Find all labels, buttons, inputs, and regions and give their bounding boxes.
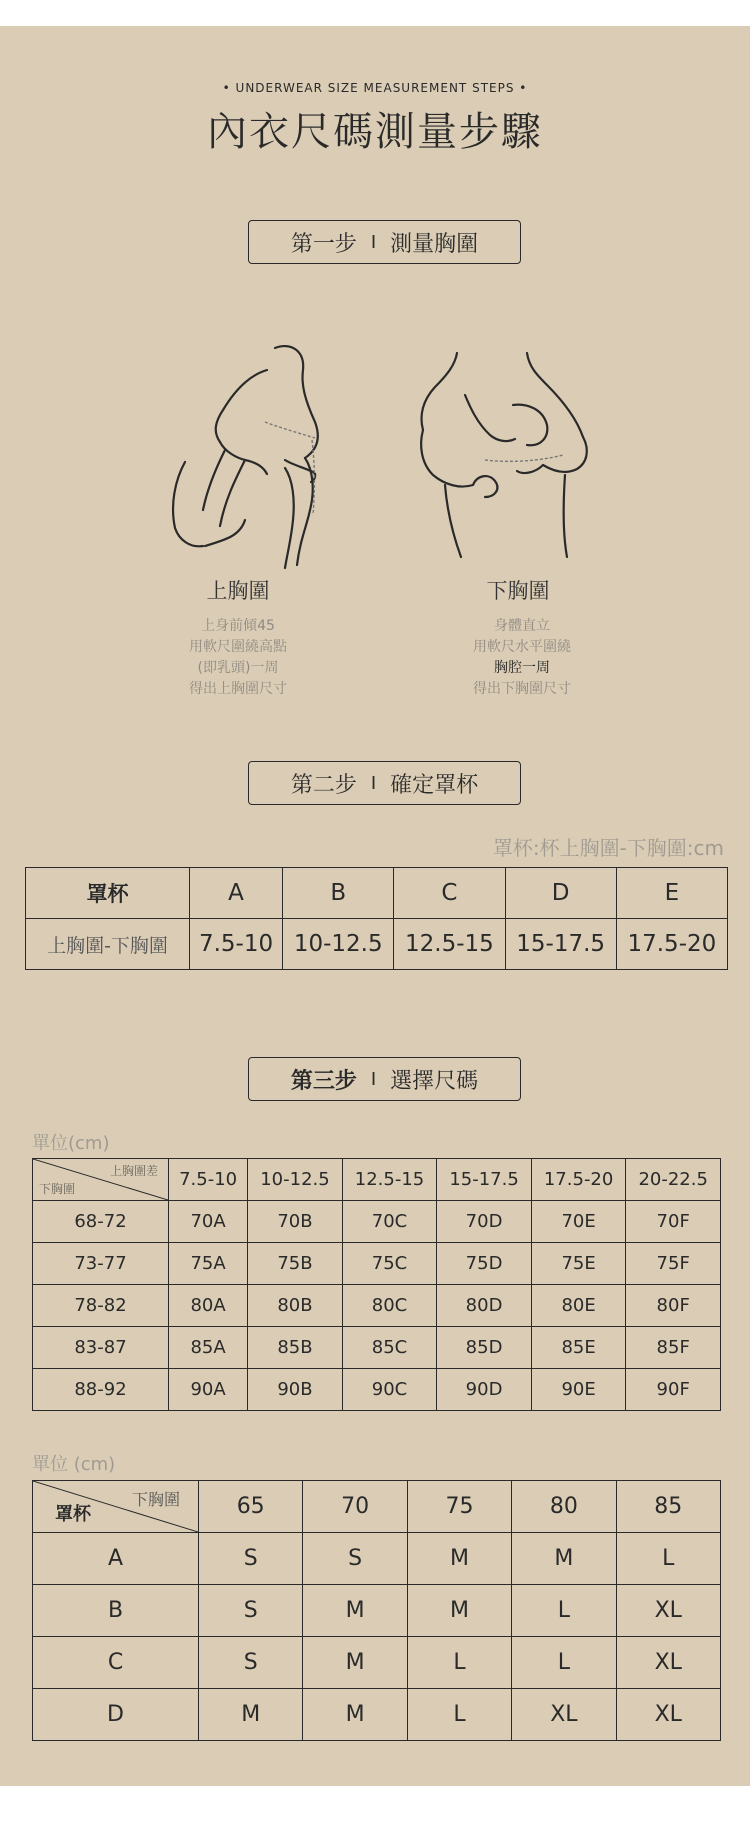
upper-bust-label: 上胸圍 — [206, 579, 270, 603]
table-cell: XL — [616, 1585, 720, 1637]
size-corner-top: 上胸圍差 — [109, 1164, 158, 1178]
cup-header-c: C — [394, 868, 505, 919]
cup-range-b: 10-12.5 — [283, 919, 394, 970]
letter-table-corner — [33, 1481, 199, 1533]
row-label: 78-82 — [33, 1285, 169, 1327]
table-cell: M — [303, 1689, 407, 1741]
table-cell: S — [199, 1533, 303, 1585]
table-row — [33, 1243, 721, 1285]
table-cell: L — [407, 1689, 511, 1741]
size-table-header-row — [33, 1159, 721, 1201]
letter-col-2: 70 — [303, 1481, 407, 1533]
under-bust-line-2: 用軟尺水平圍繞 — [473, 639, 571, 655]
table-row — [33, 1689, 721, 1741]
cup-range-a: 7.5-10 — [190, 919, 283, 970]
letter-table-header-row — [33, 1481, 721, 1533]
row-label: 68-72 — [33, 1201, 169, 1243]
table-cell: 80F — [626, 1285, 721, 1327]
table-cell: M — [407, 1533, 511, 1585]
table-row — [33, 1285, 721, 1327]
row-label: C — [33, 1637, 199, 1689]
upper-bust-line-3: (即乳頭)一周 — [197, 660, 279, 676]
upper-bust-illustration — [165, 340, 330, 570]
table-cell: L — [407, 1637, 511, 1689]
table-cell: S — [199, 1637, 303, 1689]
upper-bust-line-2: 用軟尺圍繞高點 — [189, 639, 287, 655]
table-cell: M — [512, 1533, 616, 1585]
table-cell: 70E — [531, 1201, 626, 1243]
size-table — [32, 1158, 721, 1411]
upper-bust-description — [128, 616, 348, 700]
size-col-3: 12.5-15 — [342, 1159, 437, 1201]
table-cell: 90D — [437, 1369, 532, 1411]
table-cell: 70C — [342, 1201, 437, 1243]
table-cell: 85A — [169, 1327, 248, 1369]
letter-col-3: 75 — [407, 1481, 511, 1533]
row-label: A — [33, 1533, 199, 1585]
under-bust-description — [412, 616, 632, 700]
step3-text: 選擇尺碼 — [390, 1068, 479, 1094]
letter-col-1: 65 — [199, 1481, 303, 1533]
size-table-corner — [33, 1159, 169, 1201]
unit-label-1: 單位(cm) — [32, 1133, 110, 1154]
size-col-1: 7.5-10 — [169, 1159, 248, 1201]
table-cell: 85D — [437, 1327, 532, 1369]
table-cell: 75D — [437, 1243, 532, 1285]
step1-separator: I — [370, 231, 377, 253]
size-col-5: 17.5-20 — [531, 1159, 626, 1201]
cup-table-range-row — [26, 919, 728, 970]
table-cell: 90C — [342, 1369, 437, 1411]
under-bust-line-1: 身體直立 — [494, 618, 550, 634]
cup-header-b: B — [283, 868, 394, 919]
table-cell: 75F — [626, 1243, 721, 1285]
size-col-6: 20-22.5 — [626, 1159, 721, 1201]
table-cell: 85F — [626, 1327, 721, 1369]
table-cell: 70D — [437, 1201, 532, 1243]
cup-header-a: A — [190, 868, 283, 919]
table-cell: 70A — [169, 1201, 248, 1243]
table-row — [33, 1369, 721, 1411]
table-cell: M — [303, 1585, 407, 1637]
table-row — [33, 1585, 721, 1637]
table-cell: XL — [616, 1637, 720, 1689]
step1-box — [248, 220, 521, 264]
table-cell: S — [303, 1533, 407, 1585]
cup-table — [25, 867, 728, 970]
table-cell: 75A — [169, 1243, 248, 1285]
table-row — [33, 1327, 721, 1369]
table-cell: M — [407, 1585, 511, 1637]
step1-label: 第一步 — [290, 231, 357, 257]
cup-range-label: 上胸圍-下胸圍 — [26, 919, 190, 970]
under-bust-illustration — [415, 345, 605, 560]
table-cell: S — [199, 1585, 303, 1637]
size-corner-bottom: 下胸圍 — [39, 1182, 76, 1196]
cup-range-d: 15-17.5 — [505, 919, 616, 970]
cup-range-e: 17.5-20 — [616, 919, 727, 970]
table-cell: 90E — [531, 1369, 626, 1411]
table-cell: 85B — [248, 1327, 343, 1369]
step3-box — [248, 1057, 521, 1101]
table-cell: 80A — [169, 1285, 248, 1327]
step1-text: 測量胸圍 — [390, 231, 479, 257]
table-cell: 70F — [626, 1201, 721, 1243]
table-cell: 80C — [342, 1285, 437, 1327]
table-row — [33, 1533, 721, 1585]
under-bust-label: 下胸圍 — [486, 579, 550, 603]
table-cell: 75E — [531, 1243, 626, 1285]
row-label: 88-92 — [33, 1369, 169, 1411]
upper-bust-line-4: 得出上胸圍尺寸 — [189, 681, 287, 697]
table-cell: 90A — [169, 1369, 248, 1411]
row-label: D — [33, 1689, 199, 1741]
table-cell: 75C — [342, 1243, 437, 1285]
size-col-4: 15-17.5 — [437, 1159, 532, 1201]
letter-size-table — [32, 1480, 721, 1741]
table-cell: XL — [616, 1689, 720, 1741]
letter-col-5: 85 — [616, 1481, 720, 1533]
step2-label: 第二步 — [290, 772, 357, 798]
page-title: 內衣尺碼測量步驟 — [207, 109, 543, 155]
table-cell: 80D — [437, 1285, 532, 1327]
under-bust-line-4: 得出下胸圍尺寸 — [473, 681, 571, 697]
table-cell: M — [303, 1637, 407, 1689]
row-label: 83-87 — [33, 1327, 169, 1369]
letter-corner-bottom: 罩杯 — [55, 1504, 91, 1525]
step2-box — [248, 761, 521, 805]
table-row — [33, 1637, 721, 1689]
table-cell: 70B — [248, 1201, 343, 1243]
step2-text: 確定罩杯 — [390, 772, 479, 798]
table-cell: XL — [512, 1689, 616, 1741]
header-subtitle: • UNDERWEAR SIZE MEASUREMENT STEPS • — [222, 81, 528, 95]
letter-col-4: 80 — [512, 1481, 616, 1533]
table-cell: L — [616, 1533, 720, 1585]
cup-formula: 罩杯:杯上胸圍-下胸圍:cm — [492, 836, 724, 860]
table-cell: 90F — [626, 1369, 721, 1411]
step2-separator: I — [370, 772, 377, 794]
table-cell: M — [199, 1689, 303, 1741]
step3-separator: I — [370, 1068, 377, 1090]
cup-header-label: 罩杯 — [26, 868, 190, 919]
cup-table-header-row — [26, 868, 728, 919]
table-cell: 75B — [248, 1243, 343, 1285]
size-col-2: 10-12.5 — [248, 1159, 343, 1201]
table-cell: L — [512, 1637, 616, 1689]
upper-bust-line-1: 上身前傾45 — [201, 618, 275, 634]
table-cell: 85E — [531, 1327, 626, 1369]
step3-label: 第三步 — [290, 1068, 357, 1094]
unit-label-2: 單位 (cm) — [32, 1454, 116, 1475]
cup-header-e: E — [616, 868, 727, 919]
table-cell: 90B — [248, 1369, 343, 1411]
table-cell: L — [512, 1585, 616, 1637]
table-cell: 80E — [531, 1285, 626, 1327]
under-bust-line-3: 胸腔一周 — [494, 660, 550, 676]
table-row — [33, 1201, 721, 1243]
row-label: B — [33, 1585, 199, 1637]
cup-header-d: D — [505, 868, 616, 919]
table-cell: 85C — [342, 1327, 437, 1369]
letter-corner-top: 下胸圍 — [131, 1490, 180, 1509]
row-label: 73-77 — [33, 1243, 169, 1285]
cup-range-c: 12.5-15 — [394, 919, 505, 970]
table-cell: 80B — [248, 1285, 343, 1327]
